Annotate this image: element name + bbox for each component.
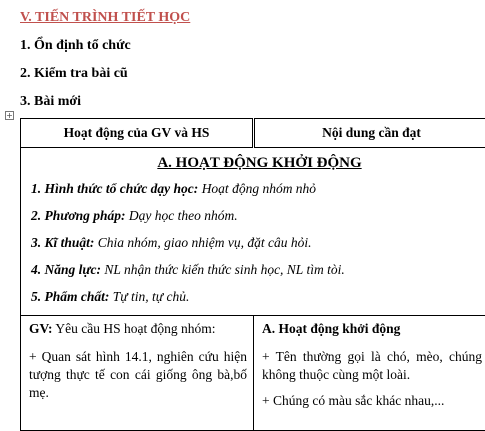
warmup-section-title: A. HOẠT ĐỘNG KHỞI ĐỘNG [31, 154, 485, 172]
content-cell [254, 316, 485, 431]
table-header-row [21, 119, 485, 148]
item-label: 3. Kĩ thuật: [31, 235, 94, 250]
table-row-warmup [21, 148, 485, 316]
item-label: 4. Năng lực: [31, 262, 101, 277]
item-value: Dạy học theo nhóm. [125, 208, 237, 223]
teacher-instruction [29, 320, 247, 338]
content-line-2: + Chúng có màu sắc khác nhau,... [262, 392, 482, 410]
gv-label: GV: [29, 321, 53, 336]
heading-kiem-tra-bai-cu: 2. Kiểm tra bài cũ [20, 66, 128, 82]
warmup-cell [21, 148, 485, 316]
info-item-technique [31, 234, 485, 252]
item-value: Tự tin, tự chủ. [109, 289, 189, 304]
info-item-competence [31, 261, 485, 279]
lesson-table [20, 118, 485, 431]
item-value: Hoạt động nhóm nhỏ [198, 181, 316, 196]
table-move-handle-icon[interactable]: + [5, 111, 14, 120]
info-item-method [31, 207, 485, 225]
content-line-1: + Tên thường gọi là chó, mèo, chúng không thuộc cùng một loài. [262, 348, 482, 384]
item-label: 5. Phẩm chất: [31, 289, 109, 304]
teacher-task: + Quan sát hình 14.1, nghiên cứu hiện tượng thực tế con cái giống ông bà,bố mẹ. [29, 348, 247, 402]
info-item-quality [31, 288, 485, 306]
col-header-teacher-student: Hoạt động của GV và HS [21, 119, 254, 148]
item-value: NL nhận thức kiến thức sinh học, NL tìm tòi. [101, 262, 345, 277]
heading-bai-moi: 3. Bài mới [20, 94, 81, 110]
item-label: 2. Phương pháp: [31, 208, 125, 223]
teacher-activity-cell [21, 316, 254, 431]
item-label: 1. Hình thức tổ chức dạy học: [31, 181, 198, 196]
gv-text: Yêu cầu HS hoạt động nhóm: [53, 321, 216, 336]
info-item-form [31, 180, 485, 198]
col-header-content: Nội dung cần đạt [254, 119, 485, 148]
table-row-activity [21, 316, 485, 431]
section-title: V. TIẾN TRÌNH TIẾT HỌC [20, 10, 190, 26]
heading-on-dinh-to-chuc: 1. Ổn định tổ chức [20, 38, 131, 54]
content-title: A. Hoạt động khởi động [262, 320, 482, 338]
item-value: Chia nhóm, giao nhiệm vụ, đặt câu hỏi. [94, 235, 311, 250]
